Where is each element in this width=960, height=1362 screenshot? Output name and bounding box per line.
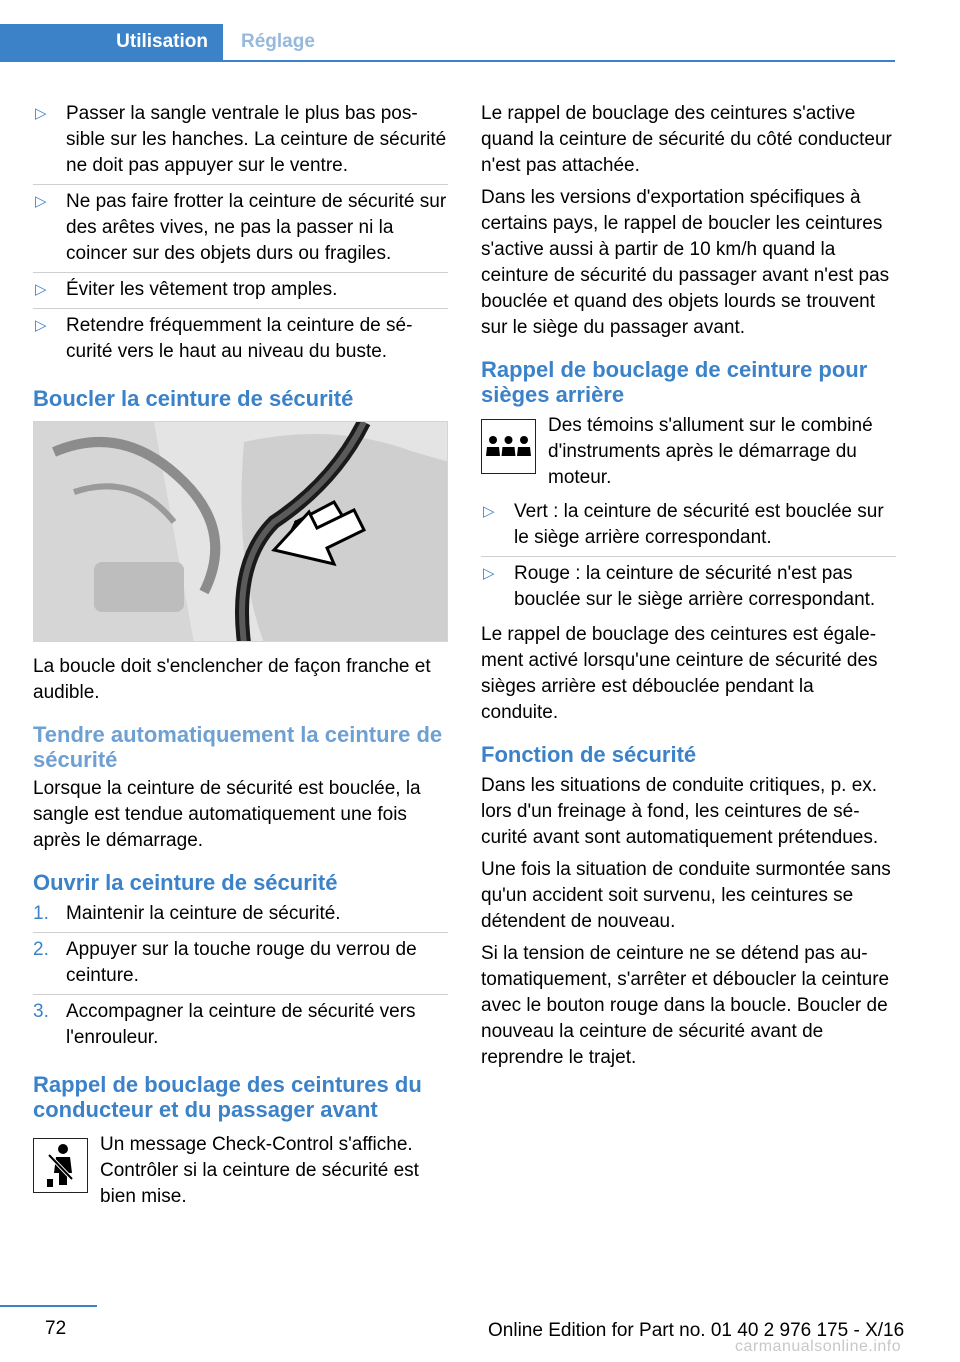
triangle-right-icon: ▷ <box>483 503 495 520</box>
reminder-text: Un message Check-Control s'affiche. Contrôler si la ceinture de sécurité est bien mise. <box>100 1134 419 1207</box>
watermark: carmanualsonline.info <box>735 1338 902 1355</box>
para-driver-reminder: Le rappel de bouclage des ceintures s'active quand la ceinture de sécurité du côté conducteur n'est pas attachée. <box>481 103 892 176</box>
heading-auto-tension: Tendre automatiquement la ceinture de sécurité <box>33 722 443 772</box>
triangle-right-icon: ▷ <box>35 105 47 122</box>
heading-safety-function: Fonction de sécurité <box>481 742 697 767</box>
para-critical: Dans les situations de conduite critiques, p. ex. lors d'un freinage à fond, les ceintures de sécurité avant sont automatiquement prétendues. <box>481 775 879 848</box>
page-number: 72 <box>45 1318 67 1339</box>
list-item: ▷ Éviter les vêtement trop amples. <box>33 277 448 309</box>
open-steps-list <box>33 901 448 1056</box>
list-item: ▷ Passer la sangle ventrale le plus bas possible sur les hanches. La ceinture de sécurité ne doit pas appuyer sur le ventre. <box>33 101 448 185</box>
list-item: ▷ Ne pas faire frotter la ceinture de sécurité sur des arêtes vives, ne pas la passer ni la coincer sur des objets durs ou fragiles. <box>33 189 448 273</box>
seatbelt-illustration <box>34 422 448 642</box>
heading-belt-reminder: Rappel de bouclage des ceintures du conducteur et du passager avant <box>33 1072 422 1122</box>
para-manual-release: Si la tension de ceinture ne se détend pas automatiquement, s'arrêter et déboucler la ceinture avec le bouton rouge dans la boucle. Boucler de nouveau la ceinture de sécurité avant de reprendre le trajet. <box>481 943 890 1068</box>
para-export-versions: Dans les versions d'exportation spécifiques à certains pays, le rappel de boucler les ceintures s'active aussi à partir de 10 km/h quand la ceinture de sécurité du passager avant n'est pas bouclée et quand des objets lourds se trouvent sur le siège du passager avant. <box>481 187 890 338</box>
rear-icon-text: Des témoins s'allument sur le combiné d'instruments après le démarrage du moteur. <box>548 415 873 488</box>
para-rear-active: Le rappel de bouclage des ceintures est également activé lorsqu'une ceinture de sécurité des sièges arrière est débouclée pendant la conduite. <box>481 624 878 723</box>
footer-rule <box>0 1305 97 1307</box>
triangle-right-icon: ▷ <box>35 193 47 210</box>
list-item: 2. Appuyer sur la touche rouge du verrou de ceinture. <box>33 937 448 995</box>
list-item: ▷ Rouge : la ceinture de sécurité n'est pas bouclée sur le siège arrière correspondant. <box>483 563 876 610</box>
tab-utilisation[interactable]: Utilisation <box>0 24 223 60</box>
header-tab-bar <box>0 24 895 62</box>
triangle-right-icon: ▷ <box>35 317 47 334</box>
para-auto-tension: Lorsque la ceinture de sécurité est bouclée, la sangle est tendue automatiquement une fois après le démarrage. <box>33 778 421 851</box>
triangle-right-icon: ▷ <box>483 565 495 582</box>
list-item: 3. Accompagner la ceinture de sécurité vers l'enrouleur. <box>33 1001 416 1048</box>
tab-reglage[interactable]: Réglage <box>241 31 315 52</box>
rear-seat-occupants-icon <box>481 419 536 474</box>
heading-fasten-belt: Boucler la ceinture de sécurité <box>33 386 354 411</box>
list-item: ▷ Vert : la ceinture de sécurité est bouclée sur le siège arrière correspondant. <box>481 499 896 557</box>
seatbelt-warning-icon <box>33 1138 88 1193</box>
heading-open-belt: Ouvrir la ceinture de sécurité <box>33 870 338 895</box>
reminder-icon-row <box>33 1132 448 1212</box>
right-column <box>481 101 896 1077</box>
triangle-right-icon: ▷ <box>35 281 47 298</box>
right-bullet-list <box>481 499 896 618</box>
list-item: 1. Maintenir la ceinture de sécurité. <box>33 901 448 933</box>
para-relax: Une fois la situation de conduite surmontée sans qu'un accident soit survenu, les ceintures se détendent de nouveau. <box>481 859 891 932</box>
left-bullet-list <box>33 101 448 370</box>
heading-rear-reminder: Rappel de bouclage de ceinture pour sièges arrière <box>481 357 868 407</box>
seatbelt-photo <box>33 421 448 642</box>
left-column <box>33 101 448 1212</box>
list-item: ▷ Retendre fréquemment la ceinture de sécurité vers le haut au niveau du buste. <box>35 315 413 362</box>
rear-icon-row <box>481 413 896 493</box>
edition-note: Online Edition for Part no. 01 40 2 976 175 - X/16 <box>488 1320 905 1341</box>
para-buckle: La boucle doit s'enclencher de façon franche et audible. <box>33 656 431 703</box>
